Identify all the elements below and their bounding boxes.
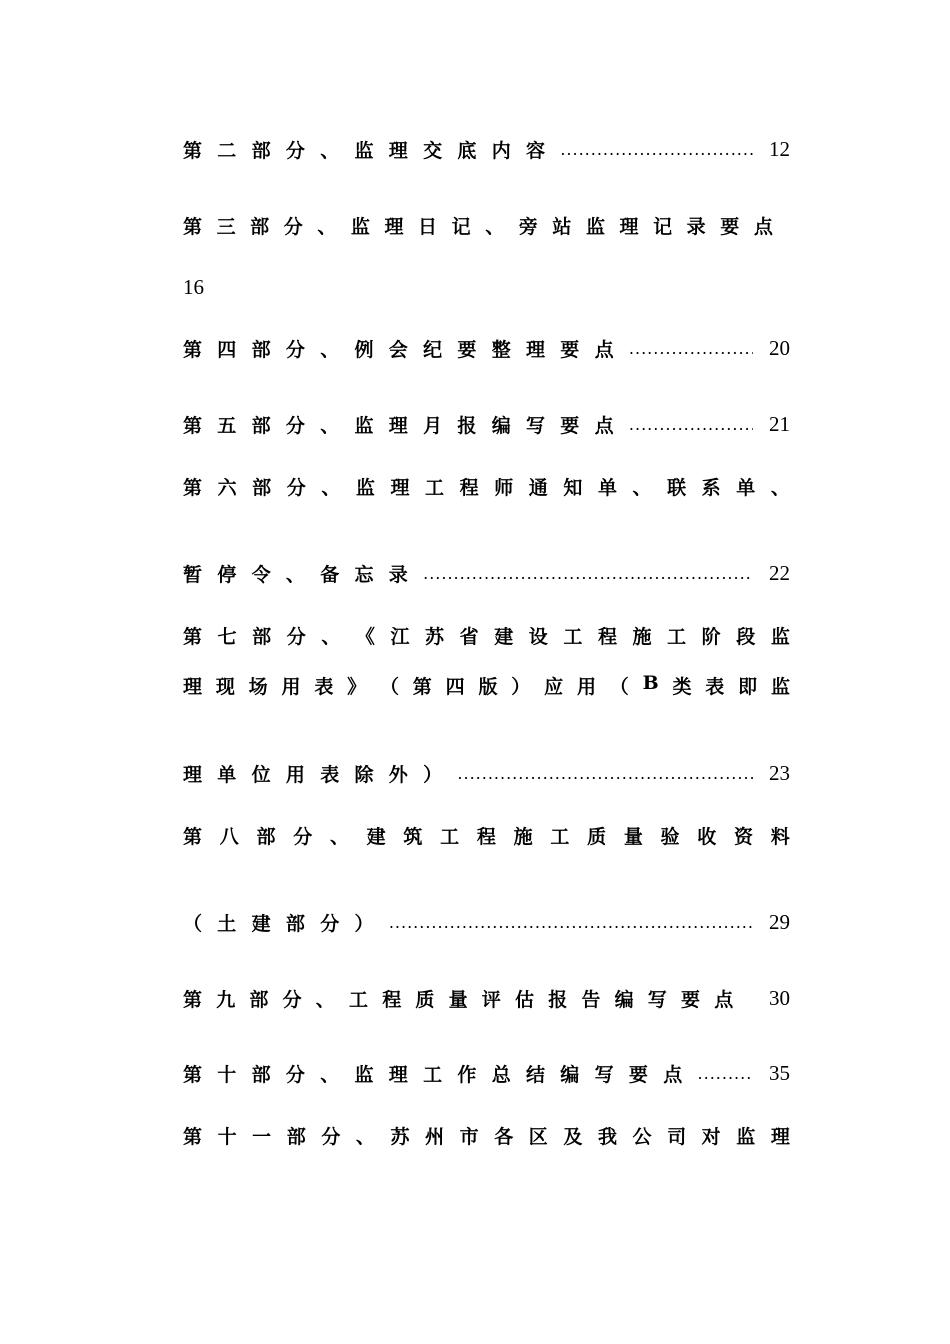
toc-char: 点 bbox=[753, 215, 773, 238]
toc-char: 用 bbox=[576, 675, 596, 698]
toc-char: 理 bbox=[384, 215, 404, 238]
toc-entry-title bbox=[183, 1122, 790, 1149]
toc-dot-leader bbox=[560, 140, 753, 159]
toc-entry-title: （土建部分） bbox=[183, 912, 389, 935]
toc-entry[interactable] bbox=[183, 820, 790, 850]
toc-char: 联 bbox=[667, 476, 687, 499]
toc-char: 对 bbox=[701, 1125, 721, 1148]
toc-char: 分 bbox=[321, 1125, 341, 1148]
toc-char: 监 bbox=[770, 625, 790, 648]
toc-char: 、 bbox=[317, 215, 337, 238]
toc-char: 、 bbox=[321, 625, 341, 648]
toc-char: 部 bbox=[256, 825, 276, 848]
toc-entry[interactable] bbox=[183, 983, 790, 1013]
toc-char: 资 bbox=[734, 825, 754, 848]
toc-char: 施 bbox=[513, 825, 533, 848]
toc-char: 区 bbox=[528, 1125, 548, 1148]
toc-char: 监 bbox=[585, 215, 605, 238]
toc-entry[interactable] bbox=[183, 1058, 790, 1088]
toc-entry[interactable] bbox=[183, 471, 790, 501]
toc-entry-page: 21 bbox=[769, 411, 790, 436]
toc-char: 表 bbox=[705, 675, 725, 698]
toc-char: 通 bbox=[528, 476, 548, 499]
toc-char: 程 bbox=[597, 625, 617, 648]
toc-entry-page: 35 bbox=[769, 1060, 790, 1085]
toc-char: 六 bbox=[217, 476, 237, 499]
toc-char: 、 bbox=[770, 476, 790, 499]
toc-char: 监 bbox=[770, 675, 790, 698]
toc-char: 分 bbox=[286, 625, 306, 648]
toc-char: 监 bbox=[736, 1125, 756, 1148]
toc-char: 部 bbox=[252, 625, 272, 648]
toc-entry-page[interactable]: 16 bbox=[183, 275, 204, 299]
toc-char: 第 bbox=[412, 675, 432, 698]
toc-char: 八 bbox=[219, 825, 239, 848]
toc-entry[interactable] bbox=[183, 409, 790, 439]
toc-char: 、 bbox=[355, 1125, 375, 1148]
toc-char: 第 bbox=[183, 215, 203, 238]
toc-entry[interactable] bbox=[183, 210, 773, 240]
toc-char: 知 bbox=[563, 476, 583, 499]
toc-char: 州 bbox=[425, 1125, 445, 1148]
toc-dot-leader bbox=[389, 913, 753, 932]
toc-entry-title bbox=[183, 822, 790, 849]
toc-char: （ bbox=[609, 675, 629, 698]
toc-char: 部 bbox=[252, 476, 272, 499]
toc-entry[interactable] bbox=[183, 1120, 790, 1150]
toc-char: （ bbox=[379, 675, 399, 698]
toc-char: 单 bbox=[597, 476, 617, 499]
toc-char: 理 bbox=[390, 476, 410, 499]
toc-char: 理 bbox=[183, 675, 203, 698]
toc-char: 设 bbox=[528, 625, 548, 648]
toc-char: 第 bbox=[183, 825, 203, 848]
toc-entry-continuation[interactable] bbox=[183, 670, 790, 700]
toc-char: 公 bbox=[632, 1125, 652, 1148]
toc-entry-title: 第九部分、工程质量评估报告编写要点 bbox=[183, 988, 748, 1011]
toc-char: 阶 bbox=[701, 625, 721, 648]
toc-entry-page: 20 bbox=[769, 335, 790, 360]
toc-char: ） bbox=[511, 675, 531, 698]
toc-char: 第 bbox=[183, 476, 203, 499]
toc-entry-title: 第五部分、监理月报编写要点 bbox=[183, 414, 629, 437]
toc-entry[interactable] bbox=[183, 134, 790, 164]
toc-char: 监 bbox=[355, 476, 375, 499]
toc-char: 应 bbox=[544, 675, 564, 698]
toc-char: 质 bbox=[587, 825, 607, 848]
toc-char: 、 bbox=[632, 476, 652, 499]
toc-entry-title: 第十部分、监理工作总结编写要点 bbox=[183, 1063, 698, 1086]
toc-char: 司 bbox=[667, 1125, 687, 1148]
toc-char: 理 bbox=[619, 215, 639, 238]
toc-char: 分 bbox=[283, 215, 303, 238]
toc-entry-title: 第四部分、例会纪要整理要点 bbox=[183, 338, 629, 361]
toc-char: 苏 bbox=[390, 1125, 410, 1148]
toc-char: 站 bbox=[552, 215, 572, 238]
toc-entry[interactable] bbox=[183, 333, 790, 363]
toc-char: 部 bbox=[250, 215, 270, 238]
toc-entry-page: 22 bbox=[769, 560, 790, 585]
toc-char: 用 bbox=[281, 675, 301, 698]
toc-char: 一 bbox=[252, 1125, 272, 1148]
toc-char: 单 bbox=[736, 476, 756, 499]
toc-char: 市 bbox=[459, 1125, 479, 1148]
toc-char: 工 bbox=[440, 825, 460, 848]
toc-char: 第 bbox=[183, 1125, 203, 1148]
toc-char: 建 bbox=[494, 625, 514, 648]
toc-dot-leader bbox=[629, 415, 753, 434]
toc-entry-page: 23 bbox=[769, 760, 790, 785]
toc-char: 苏 bbox=[425, 625, 445, 648]
toc-char: 版 bbox=[478, 675, 498, 698]
toc-char: 表 bbox=[314, 675, 334, 698]
toc-entry-page: 30 bbox=[769, 985, 790, 1010]
toc-entry-title: 暂停令、备忘录 bbox=[183, 563, 424, 586]
toc-char: 及 bbox=[563, 1125, 583, 1148]
toc-char: B bbox=[642, 671, 659, 694]
toc-char: 我 bbox=[597, 1125, 617, 1148]
toc-char: 系 bbox=[701, 476, 721, 499]
toc-char: 记 bbox=[451, 215, 471, 238]
toc-char: 段 bbox=[736, 625, 756, 648]
toc-char: 料 bbox=[770, 825, 790, 848]
toc-char: 现 bbox=[215, 675, 235, 698]
toc-char: 、 bbox=[329, 825, 349, 848]
toc-char: 工 bbox=[667, 625, 687, 648]
toc-char: 工 bbox=[550, 825, 570, 848]
toc-char: 各 bbox=[494, 1125, 514, 1148]
toc-dot-leader bbox=[698, 1064, 753, 1083]
toc-dot-leader bbox=[457, 764, 753, 783]
toc-entry-continuation[interactable] bbox=[183, 907, 790, 937]
toc-char: 理 bbox=[770, 1125, 790, 1148]
toc-char: 类 bbox=[672, 675, 692, 698]
toc-char: 即 bbox=[738, 675, 758, 698]
toc-char: 记 bbox=[653, 215, 673, 238]
toc-entry-page: 12 bbox=[769, 136, 790, 161]
toc-entry-title bbox=[183, 473, 790, 500]
toc-char: 筑 bbox=[403, 825, 423, 848]
toc-char: 、 bbox=[321, 476, 341, 499]
toc-char: 旁 bbox=[518, 215, 538, 238]
toc-char: 要 bbox=[720, 215, 740, 238]
toc-char: 场 bbox=[248, 675, 268, 698]
toc-char: 程 bbox=[476, 825, 496, 848]
toc-char: 七 bbox=[217, 625, 237, 648]
toc-entry-title bbox=[183, 622, 790, 649]
toc-entry-continuation[interactable] bbox=[183, 758, 790, 788]
toc-char: 工 bbox=[563, 625, 583, 648]
toc-char: 工 bbox=[425, 476, 445, 499]
toc-char: 日 bbox=[418, 215, 438, 238]
toc-char: 《 bbox=[355, 625, 375, 648]
toc-char: 分 bbox=[293, 825, 313, 848]
toc-char: 程 bbox=[459, 476, 479, 499]
toc-entry[interactable] bbox=[183, 620, 790, 650]
toc-char: 部 bbox=[286, 1125, 306, 1148]
toc-entry-title bbox=[183, 212, 773, 239]
toc-char: 省 bbox=[459, 625, 479, 648]
toc-char: 验 bbox=[660, 825, 680, 848]
toc-char: 》 bbox=[347, 675, 367, 698]
toc-char: 四 bbox=[445, 675, 465, 698]
toc-entry-title: 第二部分、监理交底内容 bbox=[183, 139, 561, 162]
toc-char: 十 bbox=[217, 1125, 237, 1148]
toc-char: 三 bbox=[216, 215, 236, 238]
toc-char: 、 bbox=[485, 215, 505, 238]
toc-char: 分 bbox=[286, 476, 306, 499]
toc-char: 建 bbox=[366, 825, 386, 848]
toc-char: 监 bbox=[350, 215, 370, 238]
toc-char: 江 bbox=[390, 625, 410, 648]
toc-entry-title: 理单位用表除外） bbox=[183, 763, 458, 786]
toc-entry-title bbox=[183, 672, 790, 699]
toc-char: 录 bbox=[686, 215, 706, 238]
toc-entry-continuation[interactable] bbox=[183, 558, 790, 588]
toc-char: 师 bbox=[494, 476, 514, 499]
toc-char: 量 bbox=[623, 825, 643, 848]
toc-char: 施 bbox=[632, 625, 652, 648]
toc-dot-leader bbox=[629, 339, 753, 358]
toc-char: 收 bbox=[697, 825, 717, 848]
toc-dot-leader bbox=[423, 564, 753, 583]
toc-entry-page: 29 bbox=[769, 909, 790, 934]
toc-char: 第 bbox=[183, 625, 203, 648]
